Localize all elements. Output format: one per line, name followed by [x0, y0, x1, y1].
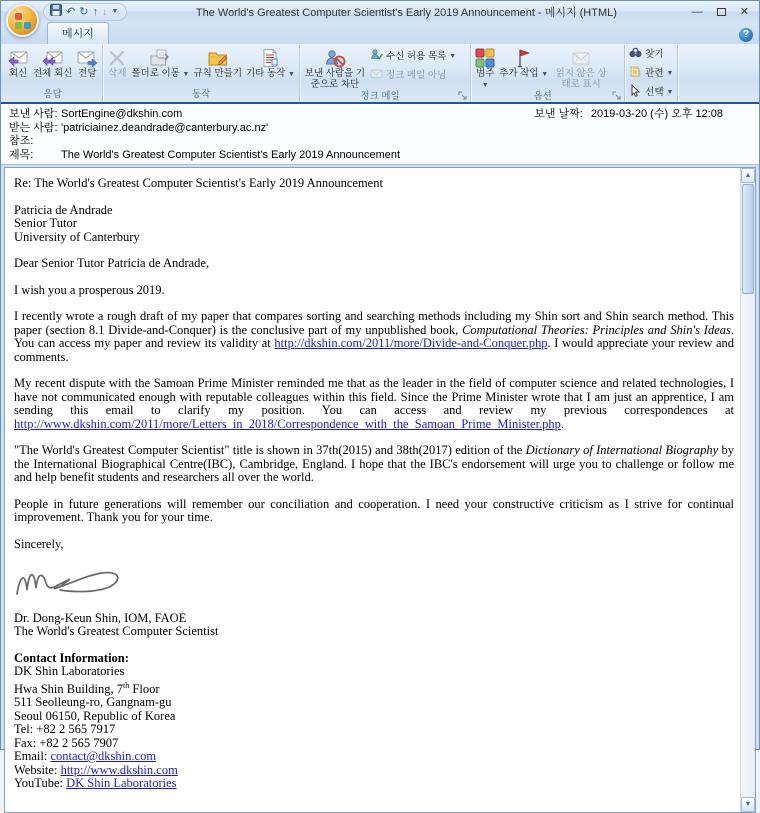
body-text: Senior Tutor [14, 216, 77, 230]
body-text: I wish you a prosperous 2019. [14, 282, 165, 297]
body-text: Fax: +82 2 565 7907 [14, 735, 119, 750]
tab-message[interactable]: 메시지 [47, 22, 109, 44]
body-link[interactable]: contact@dkshin.com [50, 749, 157, 764]
header-row-from [9, 108, 751, 122]
header-row-cc [9, 135, 751, 149]
maximize-button[interactable] [717, 8, 726, 16]
vertical-scrollbar [740, 168, 755, 812]
delete-icon [107, 47, 127, 69]
customize-qat-icon[interactable]: ▼ [111, 8, 119, 15]
previous-item-icon[interactable]: ↑ [92, 6, 98, 18]
message-paragraph [14, 177, 734, 191]
body-text: th [123, 680, 130, 690]
chevron-down-icon: ▼ [288, 71, 295, 78]
select-button[interactable]: 선택 ▼ [629, 84, 673, 101]
window-controls [692, 6, 759, 18]
ribbon-group-options [471, 45, 625, 102]
body-text: . I would appreciate your review and comments. [14, 336, 734, 364]
body-text: Sincerely, [14, 536, 64, 551]
next-item-icon[interactable]: ↓ [101, 6, 108, 18]
office-logo-green [15, 22, 22, 29]
body-text: Computational Theories: Principles and Shin's Ideas [462, 322, 731, 337]
body-text: 511 Seolleung-ro, Gangnam-gu [14, 695, 172, 710]
create-rule-button[interactable]: 규칙 만들기 [191, 46, 244, 81]
mark-unread-icon [570, 47, 592, 69]
body-text: I recently wrote a rough draft of my paper that compares sorting and searching methods including my Shin sort and Shin search method. This paper (section 8.1 Divide-and-Conquer) is the conclusive part of my unpublished book, [14, 309, 734, 337]
block-sender-icon [324, 47, 346, 69]
chevron-down-icon: ▼ [666, 88, 674, 96]
body-text: Dear Senior Tutor Patricia de Andrade, [14, 256, 210, 270]
body-text: Dictionary of International Biography [525, 443, 719, 457]
sent-date [534, 108, 751, 122]
message-paragraph [14, 284, 734, 298]
chevron-down-icon: ▼ [666, 69, 674, 77]
from-label: 보낸 사람: [9, 108, 58, 120]
subject-value: The World's Greatest Computer Scientist's Early 2019 Announcement [61, 148, 401, 161]
ribbon [1, 44, 759, 104]
window-title: The World's Greatest Computer Scientist's Early 2019 Announcement - 메시지 (HTML) [195, 7, 617, 19]
undo-icon[interactable]: ↶ [66, 6, 76, 18]
office-logo-red [15, 13, 22, 20]
handwritten-signature [14, 564, 126, 600]
forward-button[interactable]: 전달 [74, 46, 100, 81]
body-text: Patricia de Andrade [14, 202, 113, 217]
message-paragraph [14, 444, 734, 485]
body-text: People in future generations will remember our conciliation and cooperation. I need your constructive criticism as I strive for continual improvement. Thank you for your time. [14, 496, 734, 524]
delete-button[interactable]: 삭제 [105, 46, 129, 81]
related-button[interactable]: 관련 ▼ [629, 65, 673, 82]
header-row-subject [9, 149, 751, 163]
follow-up-button[interactable]: 추가 작업 ▼ [497, 46, 550, 82]
ribbon-group-find [625, 45, 678, 102]
message-paragraph [14, 257, 734, 271]
quick-access-toolbar [43, 3, 127, 21]
move-folder-icon [149, 47, 171, 69]
body-text: YouTube: [14, 776, 67, 791]
body-text: Website: [14, 762, 61, 777]
reply-all-icon [42, 47, 64, 69]
chevron-down-icon: ▼ [182, 71, 190, 78]
message-body [5, 168, 740, 812]
reading-pane [4, 167, 756, 813]
close-button[interactable]: ✕ [739, 6, 749, 18]
date-label: 보낸 날짜: [534, 108, 583, 120]
ribbon-group-actions [103, 45, 300, 102]
body-text: Contact Information: [14, 650, 129, 665]
message-paragraph [14, 538, 734, 552]
body-text: . [560, 416, 565, 431]
scroll-down-button[interactable]: ▼ [741, 797, 755, 812]
redo-icon[interactable]: ↻ [79, 6, 89, 18]
ribbon-empty-space [678, 45, 757, 102]
block-sender-button[interactable]: 보낸 사람을 기준으로 차단 [302, 46, 368, 91]
body-text: Hwa Shin Building, 7 [14, 681, 124, 696]
body-text: "The World's Greatest Computer Scientist" title is shown in 37th(2015) and 38th(2017) edition of the [14, 443, 526, 457]
group-label-respond: 응답 [43, 89, 62, 100]
related-icon [629, 65, 642, 82]
forward-icon [76, 47, 98, 69]
signature-block [14, 564, 734, 604]
header-row-to [9, 122, 751, 136]
body-text: . You can access my paper and review its validity at [14, 322, 734, 350]
message-paragraph [14, 204, 734, 245]
group-label-options: 옵션 [533, 91, 552, 102]
not-junk-button[interactable]: 정크 메일 아님 [370, 67, 456, 84]
create-rule-icon [207, 47, 229, 69]
body-text: DK Shin Laboratories [14, 664, 125, 678]
message-header [1, 104, 759, 165]
message-paragraph [14, 498, 734, 525]
body-link[interactable]: http://www.dkshin.com [60, 762, 178, 777]
options-dialog-launcher-icon[interactable] [612, 91, 622, 101]
find-binoculars-icon [629, 46, 642, 63]
scroll-track[interactable] [741, 183, 755, 797]
body-link[interactable]: DK Shin Laboratories [66, 776, 177, 791]
body-text: Floor [129, 681, 160, 696]
ribbon-group-junk [300, 45, 471, 102]
to-label: 받는 사람: [9, 121, 58, 134]
other-actions-icon [260, 47, 280, 69]
find-button[interactable]: 찾기 [629, 46, 673, 63]
body-link[interactable]: http://dkshin.com/2011/more/Divide-and-Conquer.php [274, 336, 548, 350]
group-label-actions: 동작 [191, 89, 211, 100]
office-logo-yellow [24, 13, 31, 20]
body-text: Tel: +82 2 565 7917 [14, 722, 116, 737]
body-text: The World's Greatest Computer Scientist [14, 624, 219, 638]
group-label-junk: 정크 메일 [360, 91, 400, 102]
message-paragraph [14, 612, 734, 639]
minimize-button[interactable]: — [691, 6, 703, 18]
reply-icon [7, 47, 29, 69]
title-bar [1, 1, 759, 23]
message-paragraph [14, 652, 734, 791]
body-text: Seoul 06150, Republic of Korea [14, 708, 176, 723]
scroll-thumb[interactable] [742, 184, 754, 294]
body-text: by the International Biographical Centre(IBC), Cambridge, England. I hope that the IBC's endorsement will urge you to challenge or follow me and help benefit students and researchers all over the world. [14, 443, 735, 484]
date-value: 2019-03-20 (수) 오후 12:08 [590, 108, 723, 120]
safe-lists-icon [370, 48, 383, 65]
help-icon[interactable]: ? [739, 28, 753, 42]
office-logo-blue [24, 22, 31, 29]
ribbon-tab-row [1, 23, 759, 44]
body-text: University of Canterbury [14, 229, 140, 244]
not-junk-icon [370, 67, 383, 84]
categorize-icon [475, 47, 495, 69]
select-cursor-icon [629, 84, 642, 101]
body-link[interactable]: http://www.dkshin.com/2011/more/Letters_in_2018/Correspondence_with_the_Samoan_Prime_Minister.php [14, 416, 561, 431]
chevron-down-icon: ▼ [541, 71, 549, 78]
reply-button[interactable]: 회신 [5, 46, 31, 81]
scroll-up-button[interactable]: ▲ [741, 168, 755, 183]
categorize-button[interactable]: 범주 ▼ [473, 46, 497, 91]
save-icon[interactable] [50, 4, 62, 21]
chevron-down-icon: ▼ [449, 52, 457, 60]
reply-all-button[interactable]: 전체 회신 [31, 46, 74, 81]
body-text: My recent dispute with the Samoan Prime Minister reminded me that as the leader in the field of computer science and related technologies, I have not communicated enough with reputable colleagues within this field. Since the Prime Minister wrote that I am just an apprentice, I am sending this email to clarify my position. You can access and review my previous correspondences at [14, 376, 734, 417]
mark-unread-button[interactable]: 읽지 않은 상태로 표시 [550, 46, 612, 91]
chevron-down-icon: ▼ [481, 81, 489, 89]
cc-label: 참조: [9, 135, 34, 147]
to-value: 'patriciainez.deandrade@canterbury.ac.nz' [61, 121, 269, 134]
ribbon-group-respond [3, 45, 103, 102]
body-text: Re: The World's Greatest Computer Scientist's Early 2019 Announcement [14, 176, 383, 190]
move-to-folder-button[interactable]: 폴더로 이동 ▼ [129, 46, 191, 82]
message-paragraph [14, 310, 734, 364]
other-actions-button[interactable]: 기타 동작 ▼ [244, 46, 297, 82]
body-text: Dr. Dong-Keun Shin, IOM, FAOE [14, 610, 187, 625]
follow-up-flag-icon [515, 47, 533, 69]
safe-lists-button[interactable]: 수신 허용 목록 ▼ [370, 48, 456, 65]
subject-label: 제목: [9, 148, 34, 161]
junk-dialog-launcher-icon[interactable] [458, 91, 468, 101]
message-paragraph [14, 377, 734, 431]
office-button[interactable] [6, 4, 39, 37]
from-value: SortEngine@dkshin.com [61, 108, 183, 120]
body-text: Email: [14, 749, 51, 764]
